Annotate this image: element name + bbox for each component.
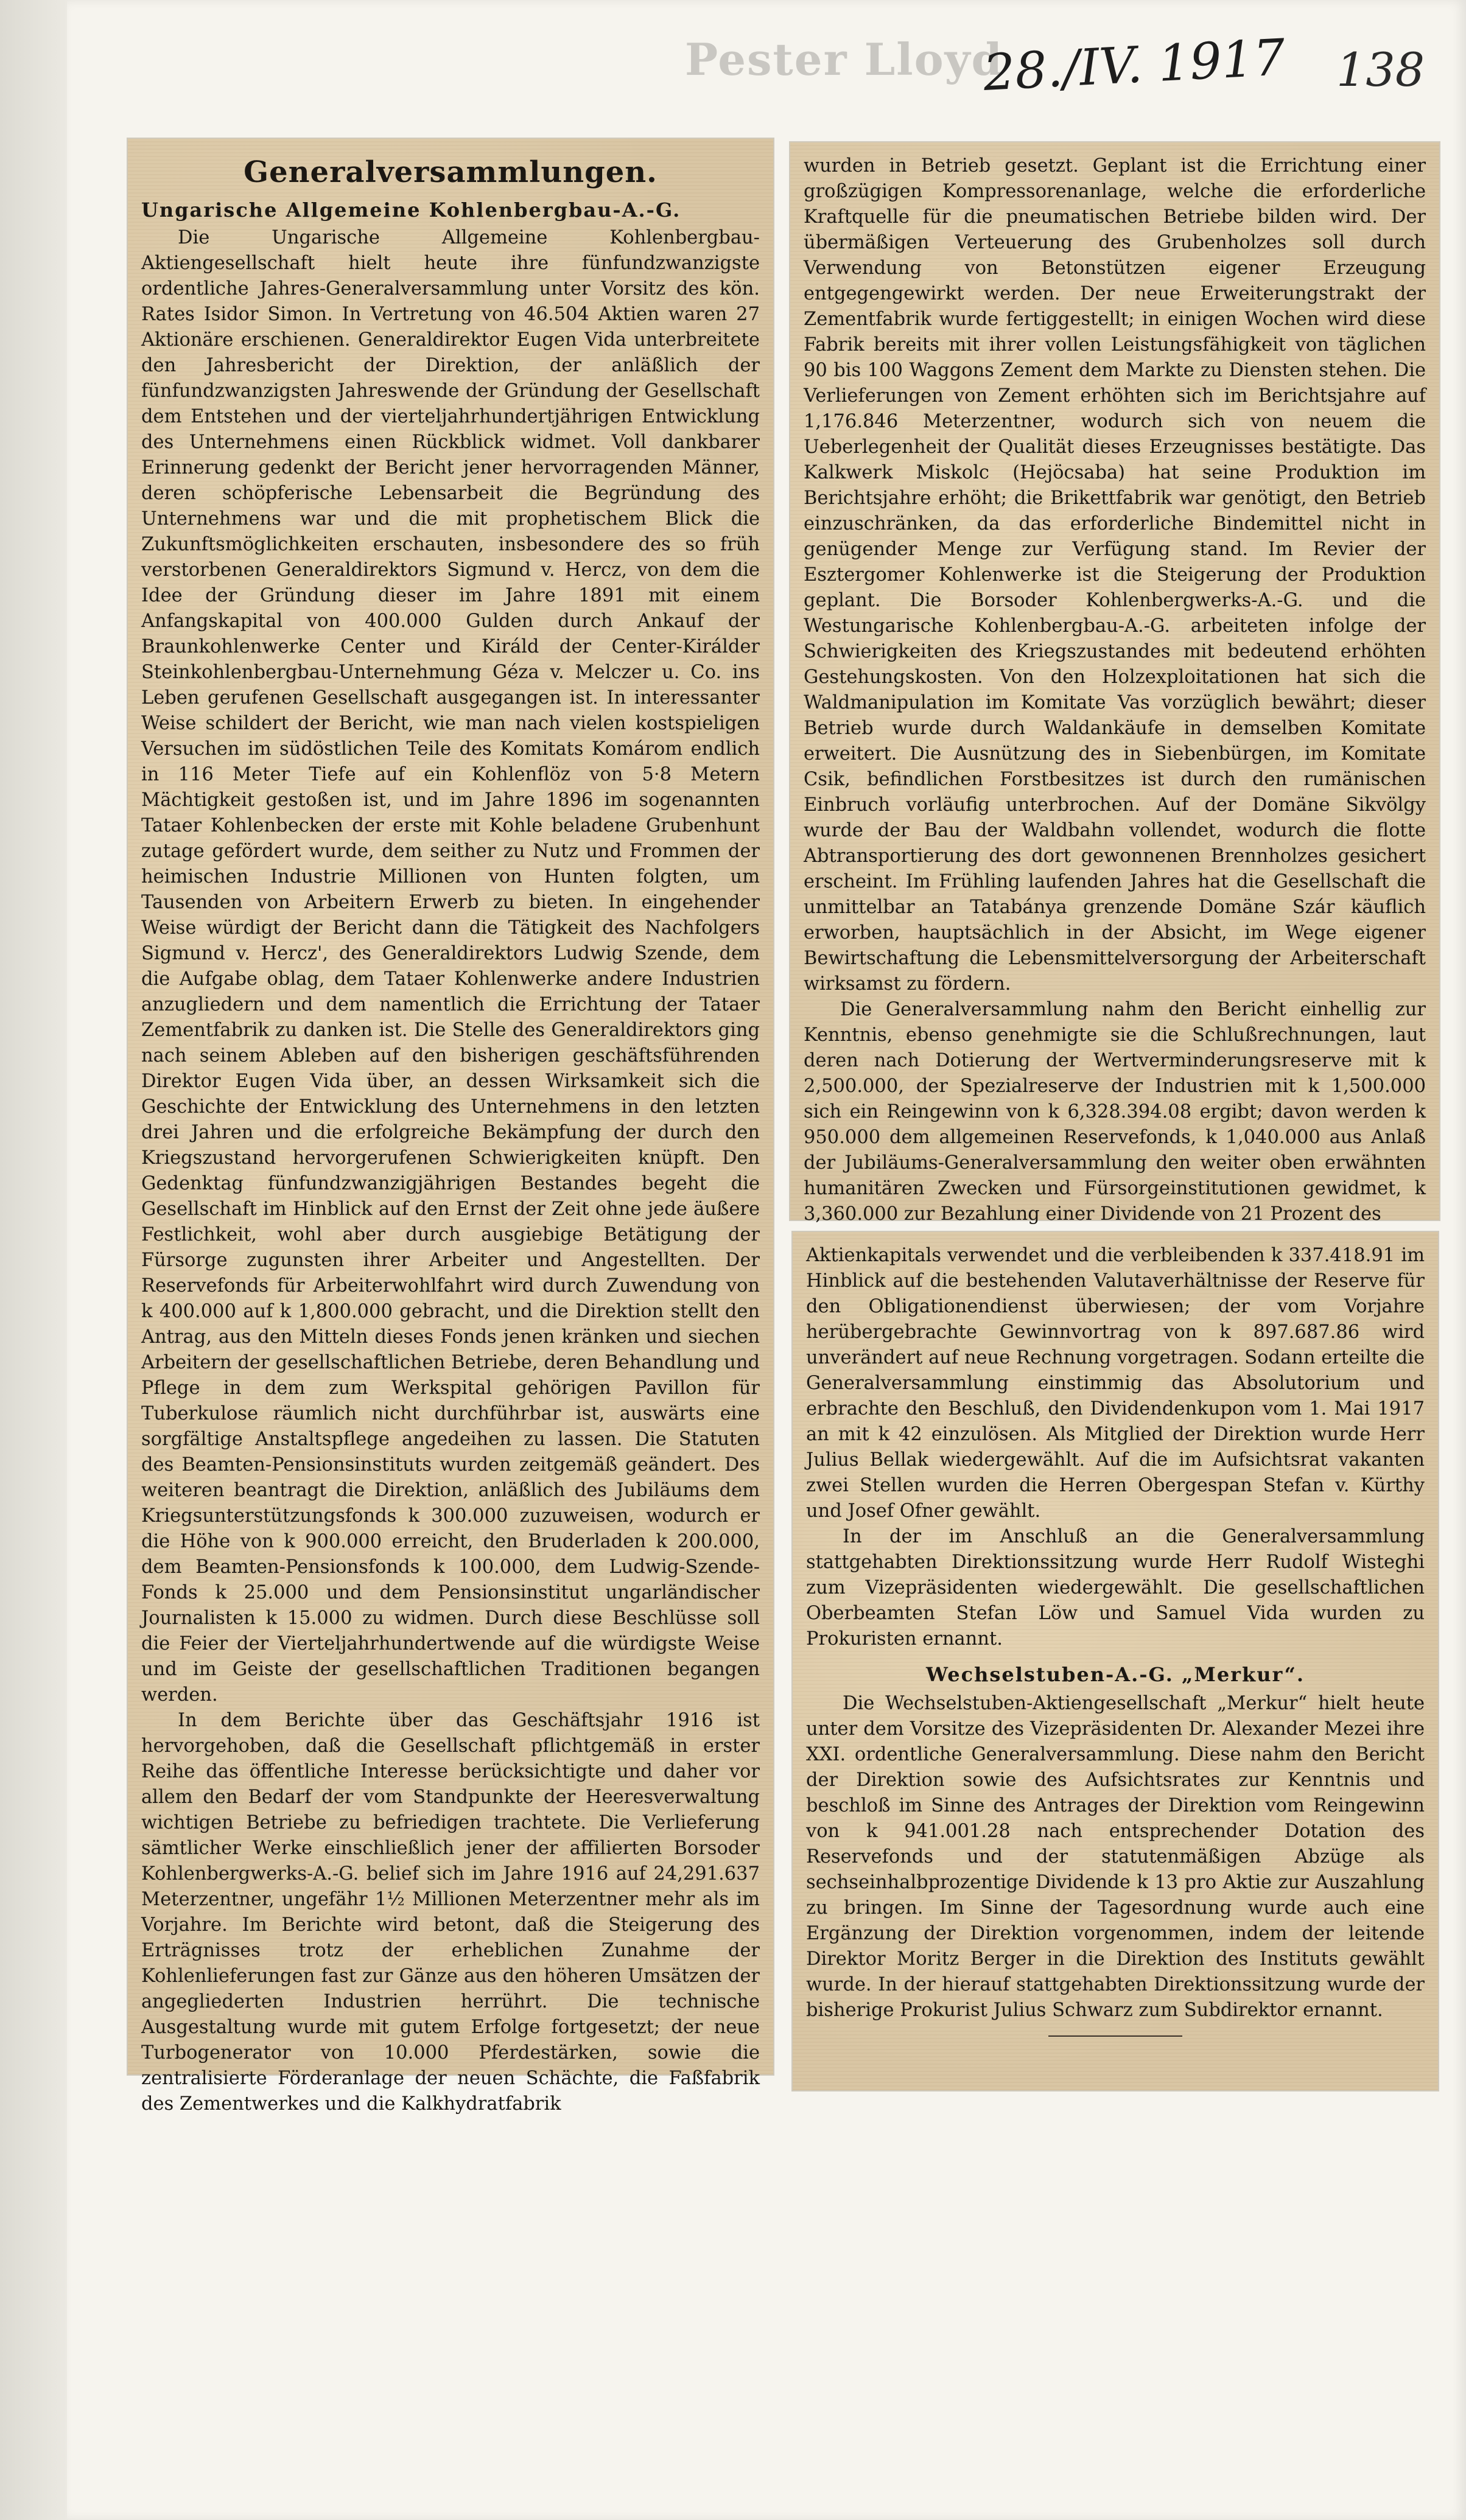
handwritten-date: 28./IV. 1917 (981, 29, 1287, 102)
paragraph: In dem Berichte über das Geschäftsjahr 1916 ist hervorgehoben, daß die Gesellschaft pflichtgemäß in erster Reihe das öffentliche Interesse berücksichtigte und daher vor allem den Bedarf der vom Standpunkte der Heeresverwaltung wichtigen Betriebe zu befriedigen trachtete. Die Verlieferung sämtlicher Werke einschließlich jener der affilierten Borsoder Kohlenbergwerks-A.-G. belief sich im Jahre 1916 auf 24,291.637 Meterzentner, ungefähr 1½ Millionen Meterzentner mehr als im Vorjahre. Im Berichte wird betont, daß die Steigerung des Erträgnisses trotz der erheblichen Zunahme der Kohlenlieferungen fast zur Gänze aus den höheren Umsätzen der angegliederten Industrien herrührt. Die technische Ausgestaltung wurde mit gutem Erfolge fortgesetzt; der neue Turbogenerator von 10.000 Pferdestärken, sowie die zentralisierte Förderanlage der neuen Schächte, die Faßfabrik des Zementwerkes und die Kalkhydratfabrik (141, 1710, 760, 2115)
paragraph: Die Generalversammlung nahm den Bericht einhellig zur Kenntnis, ebenso genehmigte sie die Schlußrechnungen, laut deren nach Dotierung der Wertverminderungsreserve mit k 2,500.000, der Spezialreserve der Industrien mit k 1,500.000 sich ein Reingewinn von k 6,328.394.08 ergibt; davon werden k 950.000 dem allgemeinen Reservefonds, k 1,040.000 aus Anlaß der Jubiläums-Generalversammlung den weiter oben erwähnten humanitären Zwecken und Fürsorgeinstitutionen gewidmet, k 3,360.000 zur Bezahlung einer Dividende von 21 Prozent des (804, 999, 1426, 1225)
clipping-right-column-bottom (793, 1232, 1438, 2090)
clipping-right-column-top (790, 142, 1439, 1225)
clipping-left-column (128, 139, 773, 2115)
paragraph: In der im Anschluß an die Generalversammlung stattgehabten Direktionssitzung wurde Herr Rudolf Wisteghi zum Vizepräsidenten wiedergewählt. Die gesellschaftlichen Oberbeamten Stefan Löw und Samuel Vida wurden zu Prokuristen ernannt. (806, 1526, 1425, 1650)
paragraph: Die Wechselstuben-Aktiengesellschaft „Merkur“ hielt heute unter dem Vorsitze des Vizepräsidenten Dr. Alexander Mezei ihre XXI. ordentliche Generalversammlung. Diese nahm den Bericht der Direktion sowie des Aufsichtsrates zur Kenntnis und beschloß im Sinne des Antrages der Direktion vom Reingewinn von k 941.001.28 nach entsprechender Dotation des Reservefonds und der statutenmäßigen Abzüge als sechseinhalbprozentige Dividende k 13 pro Aktie zur Auszahlung zu bringen. Im Sinne der Tagesordnung wurde auch eine Ergänzung der Direktion vorgenommen, indem der leitende Direktor Moritz Berger in die Direktion des Instituts gewählt wurde. In der hierauf stattgehabten Direktionssitzung wurde der bisherige Prokurist Julius Schwarz zum Subdirektor ernannt. (806, 1693, 1425, 2021)
article-title: Generalversammlungen. (244, 155, 658, 189)
newspaper-stamp: Pester Lloyd (685, 33, 1003, 85)
page-number: 138 (1336, 43, 1425, 97)
paragraph: wurden in Betrieb gesetzt. Geplant ist die Errichtung einer großzügigen Kompressorenanlage, welche die erforderliche Kraftquelle für die pneumatischen Betriebe bilden wird. Der übermäßigen Verteuerung des Grubenholzes soll durch Verwendung von Betonstützen eigener Erzeugung entgegengewirkt werden. Der neue Erweiterungstrakt der Zementfabrik wurde fertiggestellt; in einigen Wochen wird diese Fabrik bereits mit ihrer vollen Leistungsfähigkeit von täglichen 90 bis 100 Waggons Zement dem Markte zu Diensten stehen. Die Verlieferungen von Zement erhöhten sich im Berichtsjahre auf 1,176.846 Meterzentner, wodurch sich von neuem die Ueberlegenheit der Qualität dieses Erzeugnisses bestätigte. Das Kalkwerk Miskolc (Hejöcsaba) hat seine Produktion im Berichtsjahre erhöht; die Brikettfabrik war genötigt, den Betrieb einzuschränken, da das erforderliche Bindemittel nicht in genügender Menge zur Verfügung stand. Im Revier der Esztergomer Kohlenwerke ist die Steigerung der Produktion geplant. Die Borsoder Kohlenbergwerks-A.-G. und die Westungarische Kohlenbergbau-A.-G. arbeiteten infolge der Schwierigkeiten des Kriegszustandes mit bedeutend erhöhten Gestehungskosten. Von den Holzexploitationen hat sich die Waldmanipulation im Komitate Vas vorzüglich bewährt; dieser Betrieb wurde durch Waldankäufe in demselben Komitate erweitert. Die Ausnützung des in Siebenbürgen, im Komitate Csik, befindlichen Forstbesitzes ist durch den rumänischen Einbruch vorläufig unterbrochen. Auf der Domäne Sikvölgy wurde der Bau der Waldbahn vollendet, wodurch die flotte Abtransportierung des dort gewonnenen Brennholzes gesichert erscheint. Im Frühling laufenden Jahres hat die Gesellschaft die unmittelbar an Tatabánya grenzende Domäne Szár käuflich erworben, hauptsächlich in der Absicht, im Wege eigener Bewirtschaftung die Lebensmittelversorgung der Arbeiterschaft wirksamst zu fördern. (804, 155, 1426, 995)
scan-edge (0, 0, 67, 2520)
end-rule (1048, 2035, 1182, 2037)
paragraph: Aktienkapitals verwendet und die verbleibenden k 337.418.91 im Hinblick auf die bestehenden Valutaverhältnisse der Reserve für den Obligationendienst überwiesen; der vom Vorjahre herübergebrachte Gewinnvortrag von k 897.687.86 wird unverändert auf neue Rechnung vorgetragen. Sodann erteilte die Generalversammlung einstimmig das Absolutorium und erbrachte den Beschluß, den Dividendenkupon vom 1. Mai 1917 an mit k 42 einzulösen. Als Mitglied der Direktion wurde Herr Julius Bellak wiedergewählt. Auf die im Aufsichtsrat vakanten zwei Stellen wurden die Herren Obergespan Stefan v. Kürthy und Josef Ofner gewählt. (806, 1245, 1425, 1522)
section-heading-merkur: Wechselstuben-A.-G. „Merkur“. (925, 1663, 1305, 1686)
paragraph: Die Ungarische Allgemeine Kohlenbergbau-Aktiengesellschaft hielt heute ihre fünfundzwanzigste ordentliche Jahres-Generalversammlung unter Vorsitz des kön. Rates Isidor Simon. In Vertretung von 46.504 Aktien waren 27 Aktionäre erschienen. Generaldirektor Eugen Vida unterbreitete den Jahresbericht der Direktion, der anläßlich der fünfundzwanzigsten Jahreswende der Gründung der Gesellschaft dem Entstehen und der vierteljahrhundertjährigen Entwicklung des Unternehmens einen Rückblick widmet. Voll dankbarer Erinnerung gedenkt der Bericht jener hervorragenden Männer, deren schöpferische Lebensarbeit die Begründung des Unternehmens war und die mit prophetischem Blick die Zukunftsmöglichkeiten erschauten, insbesondere des so früh verstorbenen Generaldirektors Sigmund v. Hercz, von dem die Idee der Gründung dieser im Jahre 1891 mit einem Anfangskapital von 400.000 Gulden durch Ankauf der Braunkohlenwerke Center und Királd der Center-Királder Steinkohlenbergbau-Unternehmung Géza v. Melczer u. Co. ins Leben gerufenen Gesellschaft ausgegangen ist. In interessanter Weise schildert der Bericht, wie man nach vielen kostspieligen Versuchen im südöstlichen Teile des Komitats Komárom endlich in 116 Meter Tiefe auf ein Kohlenflöz von 5·8 Metern Mächtigkeit gestoßen ist, und im Jahre 1896 im sogenannten Tataer Kohlenbecken der erste mit Kohle beladene Grubenhunt zutage gefördert wurde, dem seither zu Nutz und Frommen der heimischen Industrie Millionen von Hunten folgten, um Tausenden von Arbeitern Erwerb zu bieten. In eingehender Weise würdigt der Bericht dann die Tätigkeit des Nachfolgers Sigmund v. Hercz', des Generaldirektors Ludwig Szende, dem die Aufgabe oblag, dem Tataer Kohlenwerke andere Industrien anzugliedern und dem namentlich die Errichtung der Tataer Zementfabrik zu danken ist. Die Stelle des Generaldirektors ging nach seinem Ableben auf den bisherigen geschäftsführenden Direktor Eugen Vida über, an dessen Wirksamkeit sich die Geschichte der Entwicklung des Unternehmens in den letzten drei Jahren und die erfolgreiche Bekämpfung der durch den Kriegszustand hervorgerufenen Schwierigkeiten knüpft. Den Gedenktag fünfundzwanzigjährigen Bestandes begeht die Gesellschaft im Hinblick auf den Ernst der Zeit ohne jede äußere Festlichkeit, wohl aber durch ausgiebige Betätigung der Fürsorge zugunsten ihrer Arbeiter und Angestellten. Der Reservefonds für Arbeiterwohlfahrt wird durch Zuwendung von k 400.000 auf k 1,800.000 gebracht, und die Direktion stellt den Antrag, aus den Mitteln dieses Fonds jenen kränken und siechen Arbeitern der gesellschaftlichen Betriebe, deren Behandlung und Pflege in dem zum Werkspital gehörigen Pavillon für Tuberkulose räumlich nicht durchführbar ist, auswärts eine sorgfältige Anstaltspflege angedeihen zu lassen. Die Statuten des Beamten-Pensionsinstituts wurden zeitgemäß geändert. Des weiteren beantragt die Direktion, anläßlich des Jubiläums dem Kriegsunterstützungsfonds k 300.000 zuzuweisen, wodurch er die Höhe von k 900.000 erreicht, den Bruderladen k 200.000, dem Beamten-Pensionsfonds k 100.000, dem Ludwig-Szende-Fonds k 25.000 und dem Pensionsinstitut ungarländischer Journalisten k 15.000 zu widmen. Durch diese Beschlüsse soll die Feier der Vierteljahrhundertwende auf die würdigste Weise und im Geiste der gesellschaftlichen Traditionen begangen werden. (141, 227, 760, 1706)
section-heading-kohlenbergbau: Ungarische Allgemeine Kohlenbergbau-A.-G. (141, 198, 681, 222)
